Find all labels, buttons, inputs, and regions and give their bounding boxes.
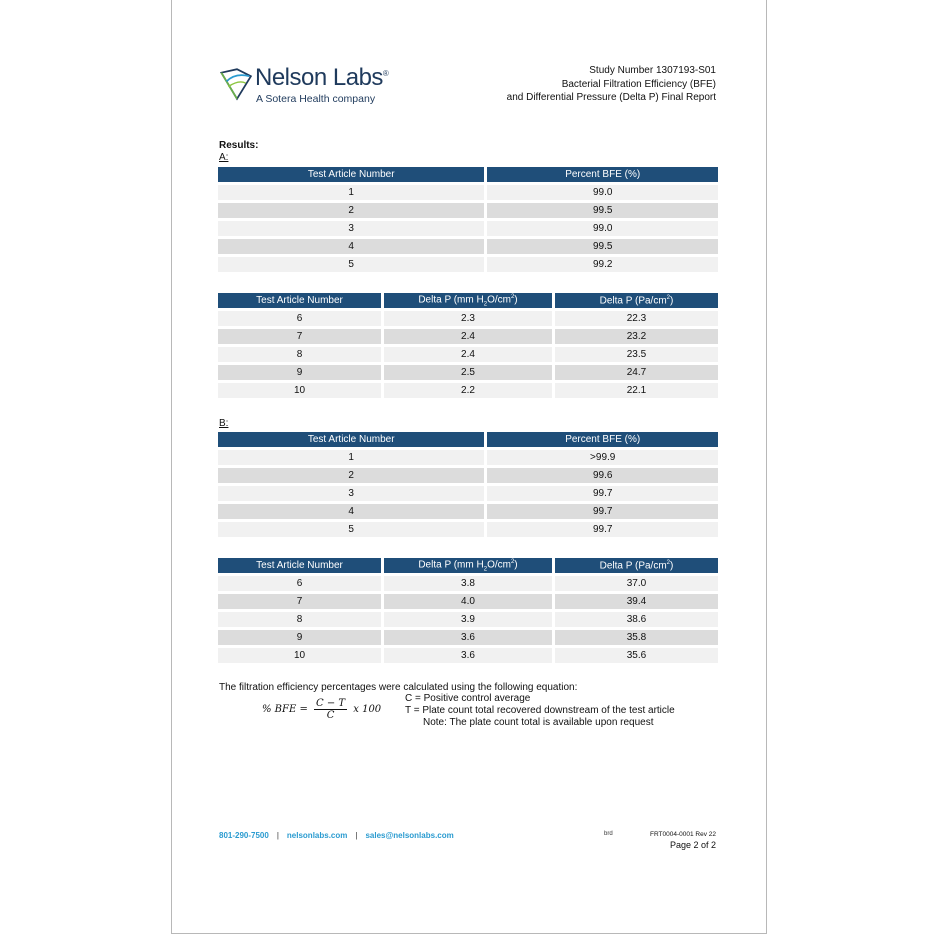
table-cell: 2.4 [384,344,552,362]
footer-email-link[interactable]: sales@nelsonlabs.com [365,831,454,840]
table-cell: 99.7 [487,483,718,501]
table-cell: 22.1 [555,380,718,398]
footer-form-info [650,830,716,850]
table-cell: 99.6 [487,465,718,483]
table-row [218,465,718,483]
table-cell: 99.0 [487,182,718,200]
table-row [218,501,718,519]
equation-definitions [405,693,675,729]
footer-phone[interactable]: 801-290-7500 [219,831,269,840]
table-cell: 2.4 [384,326,552,344]
table-cell: 39.4 [555,591,718,609]
table-cell: 2.5 [384,362,552,380]
table-cell: 35.6 [555,645,718,663]
form-number: FRT0004-0001 Rev 22 [649,831,716,838]
table-cell: 2 [218,200,484,218]
table-cell: 35.8 [555,627,718,645]
table-cell: 99.5 [487,236,718,254]
table-row [218,573,718,591]
table-cell: 9 [218,627,381,645]
table-cell: 99.7 [487,501,718,519]
equation-fraction [314,698,347,721]
table-cell: 8 [218,344,381,362]
table-b-delta-p [215,558,721,663]
definition-c: C = Positive control average [405,693,531,704]
header-test-article-number: Test Article Number [218,293,381,308]
table-cell: 4 [218,236,484,254]
report-title-line-1: Bacterial Filtration Efficiency (BFE) [561,78,716,90]
section-a-label: A: [219,152,229,163]
table-cell: 1 [218,447,484,465]
table-row [218,326,718,344]
table-cell: 7 [218,326,381,344]
table-row [218,380,718,398]
table-row [218,645,718,663]
table-cell: 99.0 [487,218,718,236]
table-cell: 3.6 [384,627,552,645]
equation-intro: The filtration efficiency percentages were calculated using the following equation: [219,682,578,693]
table-cell: 2 [218,465,484,483]
table-cell: 3.8 [384,573,552,591]
table-cell: 7 [218,591,381,609]
table-row [218,308,718,326]
table-row [218,447,718,465]
results-title: Results: [219,140,259,151]
table-cell: 6 [218,573,381,591]
table-row [218,609,718,627]
footer-contact: 801-290-7500 | nelsonlabs.com | sales@nelsonlabs.com [219,831,454,840]
bfe-equation [262,698,381,721]
header-delta-p-mmh2o: Delta P (mm $H_2O/cm^2$) [384,558,552,573]
company-name: Nelson Labs® [255,64,389,91]
equation-rhs: x 100 [353,704,382,715]
header-percent-bfe: Percent BFE (%) [487,432,718,447]
header-test-article-number: Test Article Number [218,167,484,182]
table-cell: 10 [218,645,381,663]
table-cell: 99.5 [487,200,718,218]
table-cell: 22.3 [555,308,718,326]
table-cell: 3 [218,483,484,501]
table-cell: 3 [218,218,484,236]
table-cell: 23.2 [555,326,718,344]
table-cell: 8 [218,609,381,627]
table-a-delta-p [215,293,721,398]
table-row [218,591,718,609]
table-cell: 37.0 [555,573,718,591]
table-cell: 1 [218,182,484,200]
table-row [218,182,718,200]
footer-website-link[interactable]: nelsonlabs.com [286,831,348,840]
report-title-line-2: and Differential Pressure (Delta P) Final Report [506,92,716,103]
report-header [507,64,716,105]
table-row [218,218,718,236]
table-cell: 4.0 [384,591,552,609]
table-cell: >99.9 [487,447,718,465]
study-number: Study Number 1307193-S01 [589,65,716,76]
nelson-labs-logo-icon [219,64,255,104]
table-cell: 5 [218,254,484,272]
header-test-article-number: Test Article Number [218,558,381,573]
company-tagline: A Sotera Health company [256,93,376,105]
table-cell: 24.7 [555,362,718,380]
table-cell: 3.6 [384,645,552,663]
header-delta-p-pa: Delta P $(Pa/cm^2)$ [555,293,718,308]
table-cell: 2.3 [384,308,552,326]
table-row [218,483,718,501]
equation-lhs: % BFE = [262,704,308,715]
header-delta-p-mmh2o: Delta P (mm $H_2O/cm^2$) [384,293,552,308]
table-cell: 6 [218,308,381,326]
table-cell: 99.2 [487,254,718,272]
equation-numerator: C − T [316,698,346,709]
table-row [218,236,718,254]
table-row [218,254,718,272]
definition-t: T = Plate count total recovered downstream of the test article [405,705,675,716]
plate-count-note: Note: The plate count total is available upon request [423,717,654,728]
header-test-article-number: Test Article Number [218,432,484,447]
table-row [218,362,718,380]
table-cell: 5 [218,519,484,537]
table-row [218,519,718,537]
table-cell: 3.9 [384,609,552,627]
equation-denominator: C [326,710,335,721]
table-cell: 4 [218,501,484,519]
table-cell: 99.7 [487,519,718,537]
table-a-bfe [215,167,721,272]
section-b-label: B: [219,418,229,429]
page-number: Page 2 of 2 [669,840,716,850]
table-row [218,344,718,362]
table-cell: 9 [218,362,381,380]
table-row [218,627,718,645]
footer-initials: brd [604,831,613,837]
table-cell: 38.6 [555,609,718,627]
table-cell: 10 [218,380,381,398]
table-b-bfe [215,432,721,537]
header-percent-bfe: Percent BFE (%) [487,167,718,182]
table-cell: 23.5 [555,344,718,362]
table-row [218,200,718,218]
table-cell: 2.2 [384,380,552,398]
header-delta-p-pa: Delta P $(Pa/cm^2)$ [555,558,718,573]
